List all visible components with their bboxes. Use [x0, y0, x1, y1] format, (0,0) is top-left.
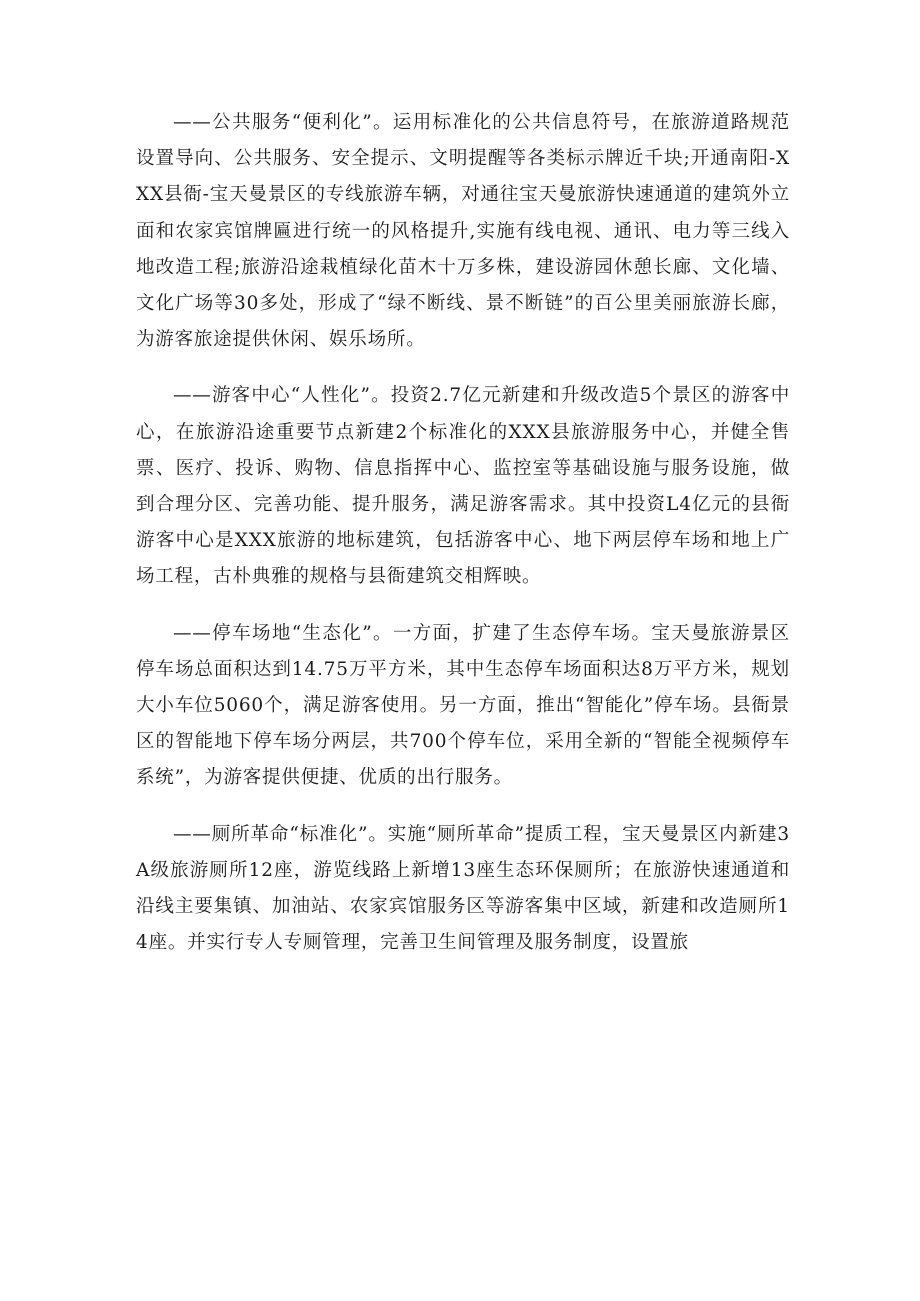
- paragraph-parking: ——停车场地“生态化”。一方面，扩建了生态停车场。宝天曼旅游景区停车场总面积达到14.75万平方米，其中生态停车场面积达8万平方米，规划大小车位5060个，满足游客使用。另一方面，推出“智能化”停车场。县衙景区的智能地下停车场分两层，共700个停车位，采用全新的“智能全视频停车系统”，为游客提供便捷、优质的出行服务。: [136, 622, 790, 789]
- paragraph-toilet-revolution: ——厕所革命“标准化”。实施“厕所革命”提质工程，宝天曼景区内新建3A级旅游厕所12座，游览线路上新增13座生态环保厕所；在旅游快速通道和沿线主要集镇、加油站、农家宾馆服务区等游客集中区域，新建和改造厕所14座。并实行专人专厕管理，完善卫生间管理及服务制度，设置旅: [136, 823, 790, 954]
- paragraph-public-service: ——公共服务“便利化”。运用标准化的公共信息符号，在旅游道路规范设置导向、公共服务、安全提示、文明提醒等各类标示牌近千块;开通南阳-XXX县衙-宝天曼景区的专线旅游车辆，对通往宝天曼旅游快速通道的建筑外立面和农家宾馆牌匾进行统一的风格提升,实施有线电视、通讯、电力等三线入地改造工程;旅游沿途栽植绿化苗木十万多株，建设游园休憩长廊、文化墙、文化广场等30多处，形成了“绿不断线、景不断链”的百公里美丽旅游长廊，为游客旅途提供休闲、娱乐场所。: [136, 112, 790, 351]
- document-body: [136, 105, 790, 981]
- paragraph-visitor-center: ——游客中心“人性化”。投资2.7亿元新建和升级改造5个景区的游客中心，在旅游沿途重要节点新建2个标准化的XXX县旅游服务中心，并健全售票、医疗、投诉、购物、信息指挥中心、监控室等基础设施与服务设施，做到合理分区、完善功能、提升服务，满足游客需求。其中投资L4亿元的县衙游客中心是XXX旅游的地标建筑，包括游客中心、地下两层停车场和地上广场工程，古朴典雅的规格与县衙建筑交相辉映。: [136, 385, 790, 588]
